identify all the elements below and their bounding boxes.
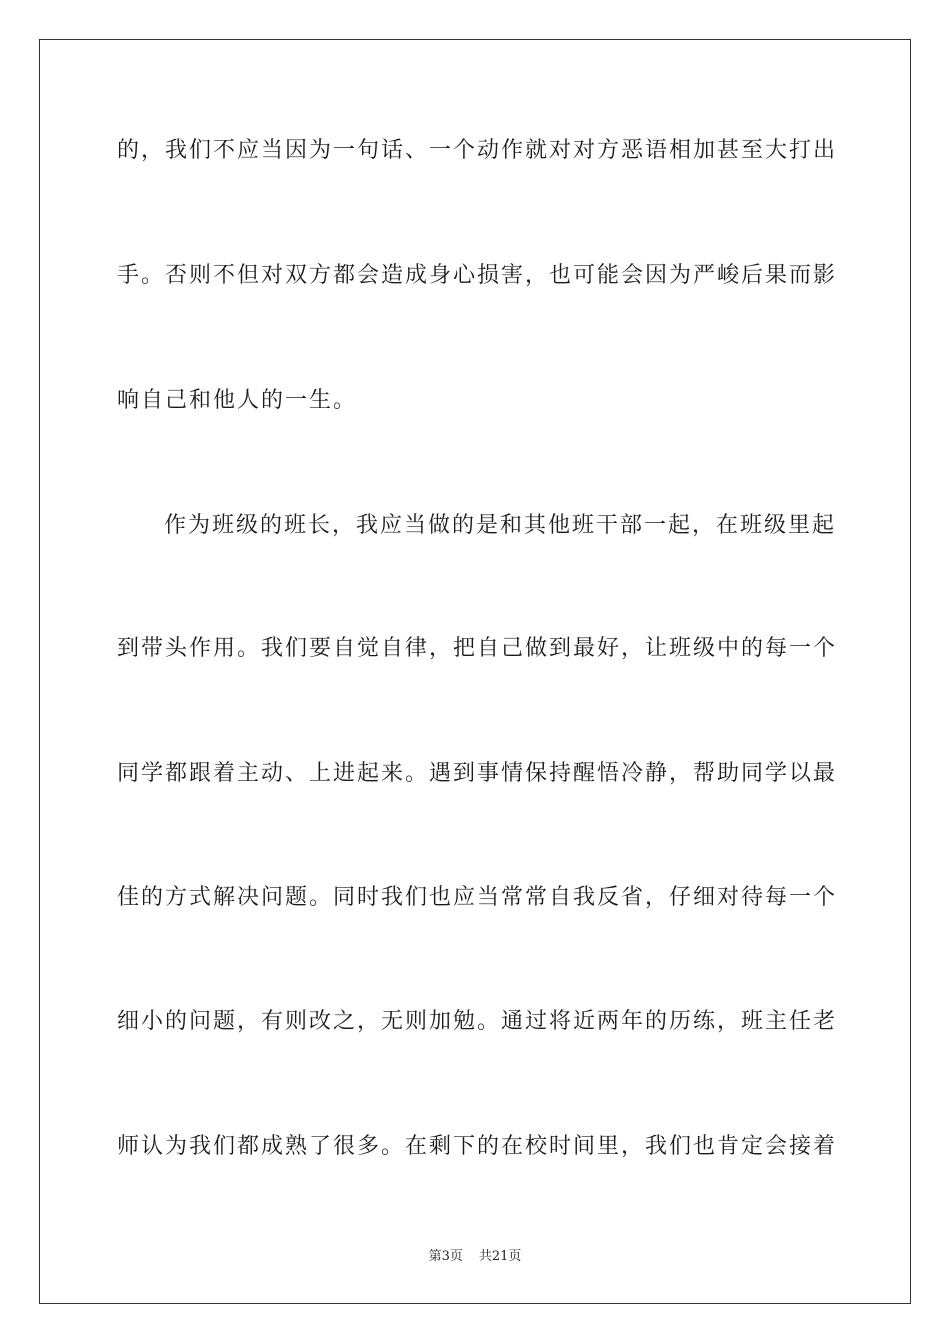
text-line: 到带头作用。我们要自觉自律，把自己做到最好，让班级中的每一个 <box>117 636 838 661</box>
paragraph-first-line: 作为班级的班长，我应当做的是和其他班干部一起，在班级里起 <box>164 513 837 538</box>
text-line: 同学都跟着主动、上进起来。遇到事情保持醒悟冷静，帮助同学以最 <box>117 761 838 786</box>
total-pages: 共21页 <box>478 1249 522 1264</box>
text-line: 师认为我们都成熟了很多。在剩下的在校时间里，我们也肯定会接着 <box>117 1134 838 1159</box>
text-line: 手。否则不但对双方都会造成身心损害，也可能会因为严峻后果而影 <box>117 263 838 288</box>
text-line: 细小的问题，有则改之，无则加勉。通过将近两年的历练，班主任老 <box>117 1009 838 1034</box>
text-line: 佳的方式解决问题。同时我们也应当常常自我反省，仔细对待每一个 <box>117 885 838 910</box>
text-line: 的，我们不应当因为一句话、一个动作就对对方恶语相加甚至大打出 <box>117 138 838 163</box>
page-footer <box>0 1248 950 1266</box>
page-border <box>39 39 911 1304</box>
page-number: 第3页 <box>428 1249 463 1264</box>
text-line: 响自己和他人的一生。 <box>117 388 358 413</box>
